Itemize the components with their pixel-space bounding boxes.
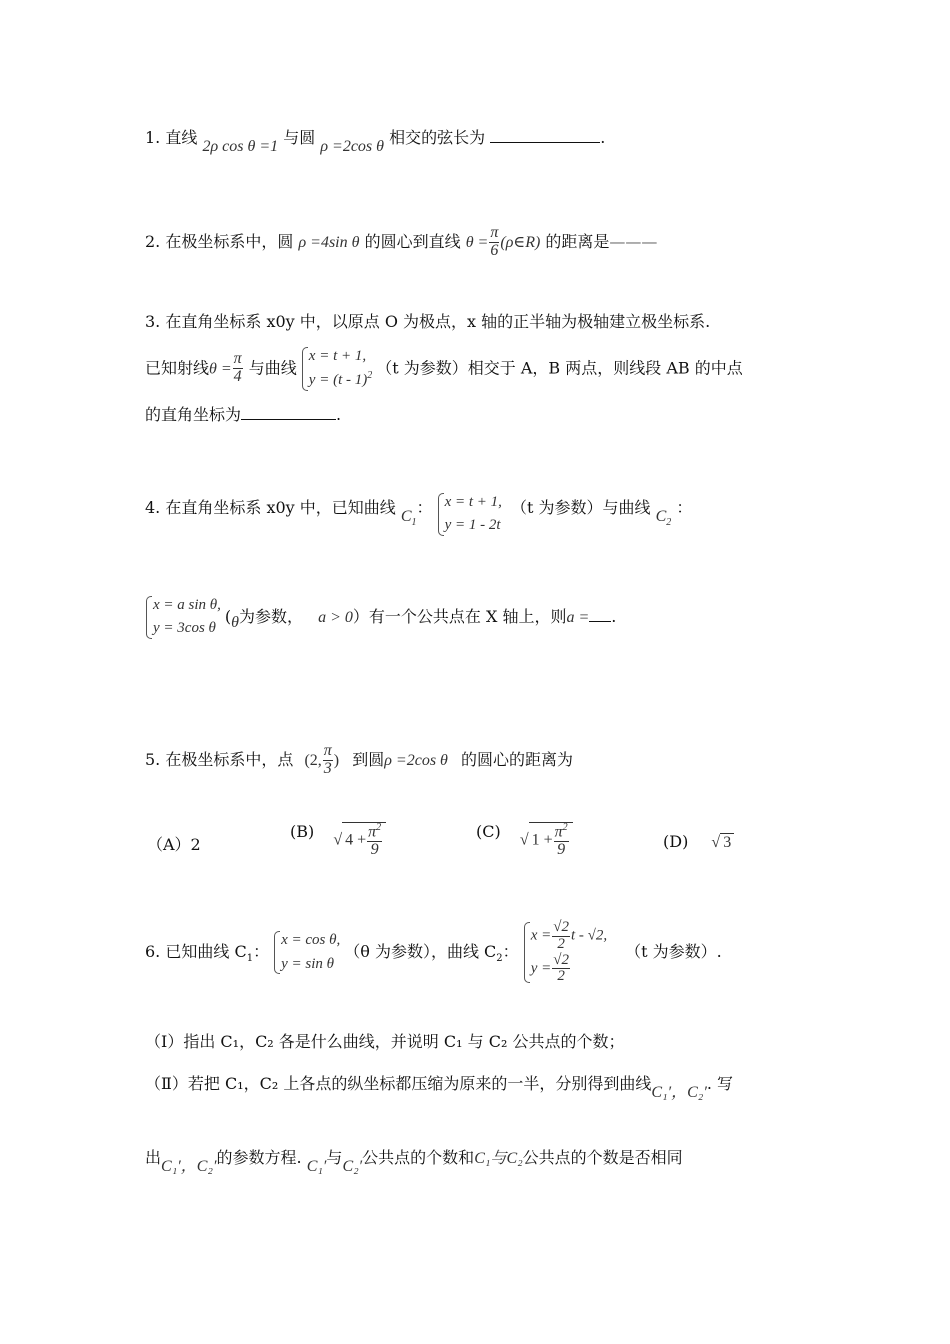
q5-text-a: 5. 在极坐标系中，点 [145, 749, 294, 769]
question-4-line-2 [145, 594, 616, 641]
q5-option-b[interactable] [290, 822, 386, 859]
q2-text-2: 的圆心到直线 [364, 231, 461, 251]
q3-text-b: 与曲线 [248, 358, 297, 378]
q4-sysA-2: y = 1 - 2t [444, 517, 501, 534]
q6-part-1: （Ⅰ）指出 C₁，C₂ 各是什么曲线，并说明 C₁ 与 C₂ 公共点的个数； [145, 1032, 625, 1051]
q6-p3-c: 的参数方程. [216, 1148, 302, 1167]
q5-frac-den: 3 [323, 759, 332, 777]
q6-p3-k: 公共点的个数是否相同 [522, 1148, 683, 1167]
q2-text-1: 在极坐标系中，圆 [165, 231, 294, 251]
q5-option-b-den: 9 [370, 841, 379, 859]
question-2 [145, 225, 657, 260]
q6-colon-1: ： [253, 942, 270, 961]
q4-c2-sub: 2 [666, 516, 672, 528]
q4-c2-letter: C [655, 507, 667, 525]
q4-system-b [145, 594, 221, 641]
q3-sys-1: x = t + 1, [308, 348, 367, 364]
q6-part-2-curves: C₁′，C₂′ [651, 1084, 707, 1101]
q5-option-c-exp: 2 [562, 822, 568, 833]
q2-frac-num: π [490, 224, 499, 241]
q4-text-a: 4. 在直角坐标系 x0y 中，已知曲线 [145, 497, 396, 517]
q3-system [301, 345, 372, 393]
q3-text-a: 已知射线 [145, 358, 210, 378]
q6-sysA-2: y = sin θ [281, 955, 334, 972]
q6-sysB-1b: t - √2, [570, 927, 608, 944]
q2-line-equation-b: (ρ∈R) [500, 233, 541, 251]
q3-fraction [233, 351, 243, 386]
q6-sysB-1-fraction [552, 920, 570, 953]
q4-text-c: ）有一个公共点在 X 轴上，则 [352, 606, 567, 626]
q2-tail: ——— [609, 231, 658, 251]
q4-c1-sub: 1 [411, 516, 417, 528]
q4-curve-c2 [655, 507, 672, 528]
q2-text-3: 的距离是 [545, 231, 610, 251]
q6-p3-c1: C₁ [474, 1150, 491, 1167]
q5-option-b-num: π [368, 823, 377, 841]
q4-colon-2: ： [676, 497, 693, 517]
q3-text-l3: 的直角坐标为 [145, 405, 242, 424]
q6-p3-c2: C₂ [506, 1150, 523, 1167]
q3-sys-2: y = (t - 1) [308, 372, 368, 389]
q6-sysB-1a: x = [530, 927, 552, 944]
q6-p3-g: 公共点的个数和 [362, 1148, 475, 1167]
q5-circle-eq: ρ =2cos θ [384, 751, 448, 769]
q6-sysB-2-num: √2 [553, 951, 569, 968]
q1-answer-blank[interactable] [490, 142, 600, 143]
q5-option-b-fraction [367, 823, 382, 859]
q5-option-d-val: 3 [720, 833, 734, 852]
q5-text-c: 的圆心的距离为 [461, 749, 574, 769]
q3-end: . [336, 405, 342, 424]
q6-part-2-text-c: . 写 [706, 1074, 734, 1093]
q4-c1-letter: C [400, 507, 412, 525]
q1-text-1: 直线 [165, 128, 198, 147]
q6-sysB-2-fraction [552, 953, 570, 986]
q5-option-c[interactable] [476, 822, 573, 859]
q3-ray-eq: θ = [209, 360, 232, 378]
q6-sysA-1: x = cos θ, [281, 932, 341, 949]
question-6-line-1 [145, 920, 722, 985]
q6-system-b [523, 920, 607, 985]
q3-answer-blank[interactable] [241, 419, 336, 420]
q3-sys-2-exp: 2 [367, 370, 373, 382]
q4-system-a [437, 491, 502, 538]
q6-text-a: 6. 已知曲线 C [145, 942, 247, 961]
q6-part-2 [145, 1074, 734, 1101]
q6-c1-sub: 1 [246, 953, 254, 965]
q1-equation-circle: ρ =2cos θ [320, 138, 385, 155]
question-4-line-1 [145, 485, 692, 532]
q6-p3-and-1: 与 [326, 1148, 343, 1167]
q2-circle-equation: ρ =4sin θ [298, 233, 360, 251]
q5-option-d-label: (D) [663, 832, 689, 851]
q5-point-b: ) [333, 751, 340, 769]
q5-option-a-label: （A）2 [147, 835, 201, 854]
q6-part-2-text-a: （Ⅱ）若把 C₁，C₂ 上各点的纵坐标都压缩为原来的一半，分别得到曲线 [145, 1074, 652, 1093]
q6-sysB-1-num: √2 [553, 919, 569, 935]
question-3-line-1: 3. 在直角坐标系 x0y 中，以原点 O 为极点，x 轴的正半轴为极轴建立极坐标系. [145, 312, 711, 331]
q2-line-equation-a: θ = [465, 233, 489, 251]
q4-curve-c1 [400, 507, 417, 528]
q5-option-b-exp: 2 [376, 822, 382, 833]
q4-answer-label: a = [566, 608, 590, 626]
q5-option-c-inner: 1 + [531, 831, 553, 849]
q2-number: 2. [145, 231, 161, 251]
question-5 [145, 743, 573, 778]
q6-sysB-1-den: 2 [557, 935, 565, 952]
q2-frac-den: 6 [490, 241, 499, 259]
q6-sysB-2-den: 2 [557, 968, 565, 985]
q4-text-b: （t 为参数）与曲线 [510, 497, 651, 517]
q6-system-a [273, 929, 340, 976]
question-3-line-3 [145, 407, 341, 423]
q1-text-3: 相交的弦长为 [389, 128, 486, 147]
q5-option-c-num: π [554, 823, 563, 841]
q4-end: . [611, 606, 617, 626]
q5-option-d-sqrt: √ 3 [711, 833, 734, 852]
q4-colon-1: ： [416, 497, 433, 517]
q2-fraction [489, 225, 499, 260]
q5-option-b-inner: 4 + [345, 831, 367, 849]
q1-text-2: 与圆 [283, 128, 316, 147]
q5-option-c-fraction [554, 823, 569, 859]
question-1 [145, 128, 606, 155]
q6-sysB-2a: y = [530, 960, 552, 977]
q6-p3-c2prime: C₂′ [342, 1158, 363, 1175]
q4-theta: θ [231, 613, 240, 631]
q4-condition: a > 0 [318, 608, 353, 626]
q4-text-param: 为参数， [239, 606, 304, 626]
q6-p3-and-2: 与 [490, 1150, 507, 1167]
q4-sysB-2: y = 3cos θ [153, 620, 216, 637]
q5-option-c-den: 9 [557, 841, 566, 859]
q3-frac-num: π [233, 350, 242, 368]
q5-text-b: 到圆 [352, 749, 385, 769]
q5-option-a[interactable] [147, 832, 201, 855]
q5-fraction [323, 743, 333, 778]
q6-p3-c1prime: C₁′ [306, 1158, 327, 1175]
q6-p3-curves: C₁′，C₂′ [161, 1158, 217, 1175]
q1-end: . [600, 128, 606, 147]
q5-option-c-sqrt: √ 1 + $\frac{\pi^2}{9}$ [520, 822, 573, 859]
q6-text-b: （θ 为参数），曲线 C [344, 942, 497, 961]
q5-point-a: (2, [304, 751, 322, 769]
q4-answer-blank[interactable] [589, 621, 611, 622]
q6-part-2-cont [145, 1148, 683, 1175]
q5-frac-num: π [323, 742, 332, 759]
q5-option-d[interactable] [663, 832, 734, 852]
q4-paren: ( [224, 606, 232, 626]
q1-equation-line: 2ρ cos θ =1 [202, 138, 279, 155]
q6-colon-2: ： [502, 942, 519, 961]
q5-option-c-label: (C) [476, 821, 501, 841]
q3-frac-den: 4 [233, 368, 242, 386]
question-3-line-2 [145, 345, 743, 393]
q6-c2-sub: 2 [496, 953, 503, 965]
q3-text-c: （t 为参数）相交于 A，B 两点，则线段 AB 的中点 [376, 358, 743, 378]
q5-option-b-sqrt: √ 4 + $\frac{\pi^2}{9}$ [333, 822, 386, 859]
q6-text-c: （t 为参数）. [625, 942, 722, 961]
q4-sysB-1: x = a sin θ, [153, 597, 221, 613]
q5-option-b-label: (B) [290, 821, 315, 841]
q6-p3-a: 出 [145, 1148, 162, 1167]
q1-number: 1. [145, 128, 161, 147]
q4-sysA-1: x = t + 1, [444, 494, 502, 510]
